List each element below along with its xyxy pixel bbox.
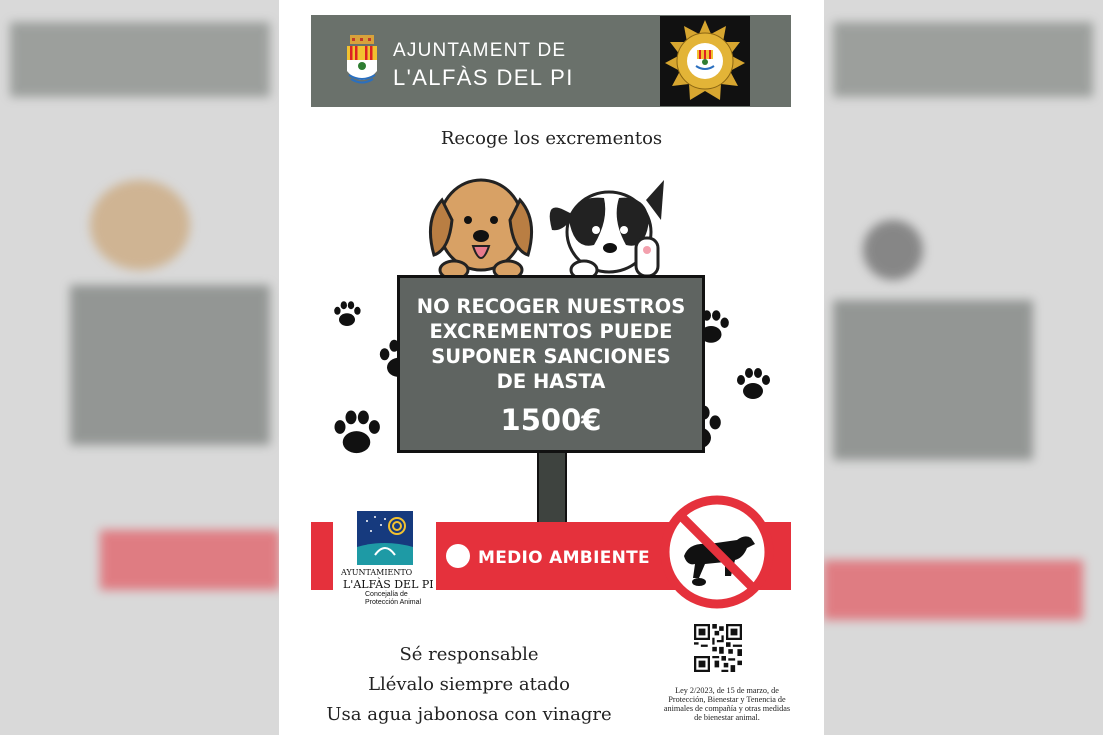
dogs-illustration <box>414 170 694 285</box>
tip-item: Sé responsable <box>399 644 539 665</box>
logo-subtext <box>365 591 421 607</box>
logo-emblem-icon <box>357 511 413 565</box>
qr-code-icon[interactable] <box>694 624 742 672</box>
logo-line2: L'ALFÀS DEL PI <box>343 578 434 591</box>
poster <box>279 0 824 735</box>
tip-item: Usa agua jabonosa con vinagre <box>326 704 612 725</box>
red-bar-accent <box>311 522 333 590</box>
sign-line: NO RECOGER NUESTROS <box>416 295 686 318</box>
warning-sign <box>397 275 705 453</box>
paw-print-icon <box>733 364 773 404</box>
header-title-line1: AJUNTAMENT DE <box>393 40 567 61</box>
paw-print-icon <box>331 298 363 330</box>
blurred-background-right <box>823 0 1103 735</box>
environment-logo <box>357 511 413 565</box>
no-dog-fouling-icon <box>659 494 775 610</box>
logo-line3: Concejalía de <box>365 591 408 598</box>
blurred-background-left <box>0 0 280 735</box>
banner-dot <box>446 544 470 568</box>
paw-print-icon <box>329 405 384 460</box>
golden-dog-icon <box>430 180 531 279</box>
municipal-crest-icon <box>345 35 379 89</box>
poster-subtitle: Recoge los excrementos <box>440 128 663 149</box>
sign-post <box>537 453 567 523</box>
border-collie-icon <box>550 180 664 279</box>
sign-line: DE HASTA <box>496 370 606 393</box>
sign-message <box>400 294 702 394</box>
logo-line1: AYUNTAMIENTO <box>341 568 413 577</box>
law-reference: Ley 2/2023, de 15 de marzo, de Protección, Bienestar y Tenencia de animales de compañía y otras medidas de bienestar animal. <box>663 686 791 722</box>
header-banner <box>311 15 791 107</box>
banner-label: MEDIO AMBIENTE <box>478 548 650 568</box>
sign-line: SUPONER SANCIONES <box>431 345 671 368</box>
tip-item: Llévalo siempre atado <box>368 674 570 695</box>
logo-line4: Protección Animal <box>365 599 422 606</box>
police-badge-icon <box>660 16 750 106</box>
fine-amount: 1500€ <box>500 403 602 437</box>
header-title-line2: L'ALFÀS DEL PI <box>393 65 574 90</box>
police-badge <box>660 16 750 106</box>
sign-line: EXCREMENTOS PUEDE <box>429 320 673 343</box>
tips-list <box>279 640 659 730</box>
